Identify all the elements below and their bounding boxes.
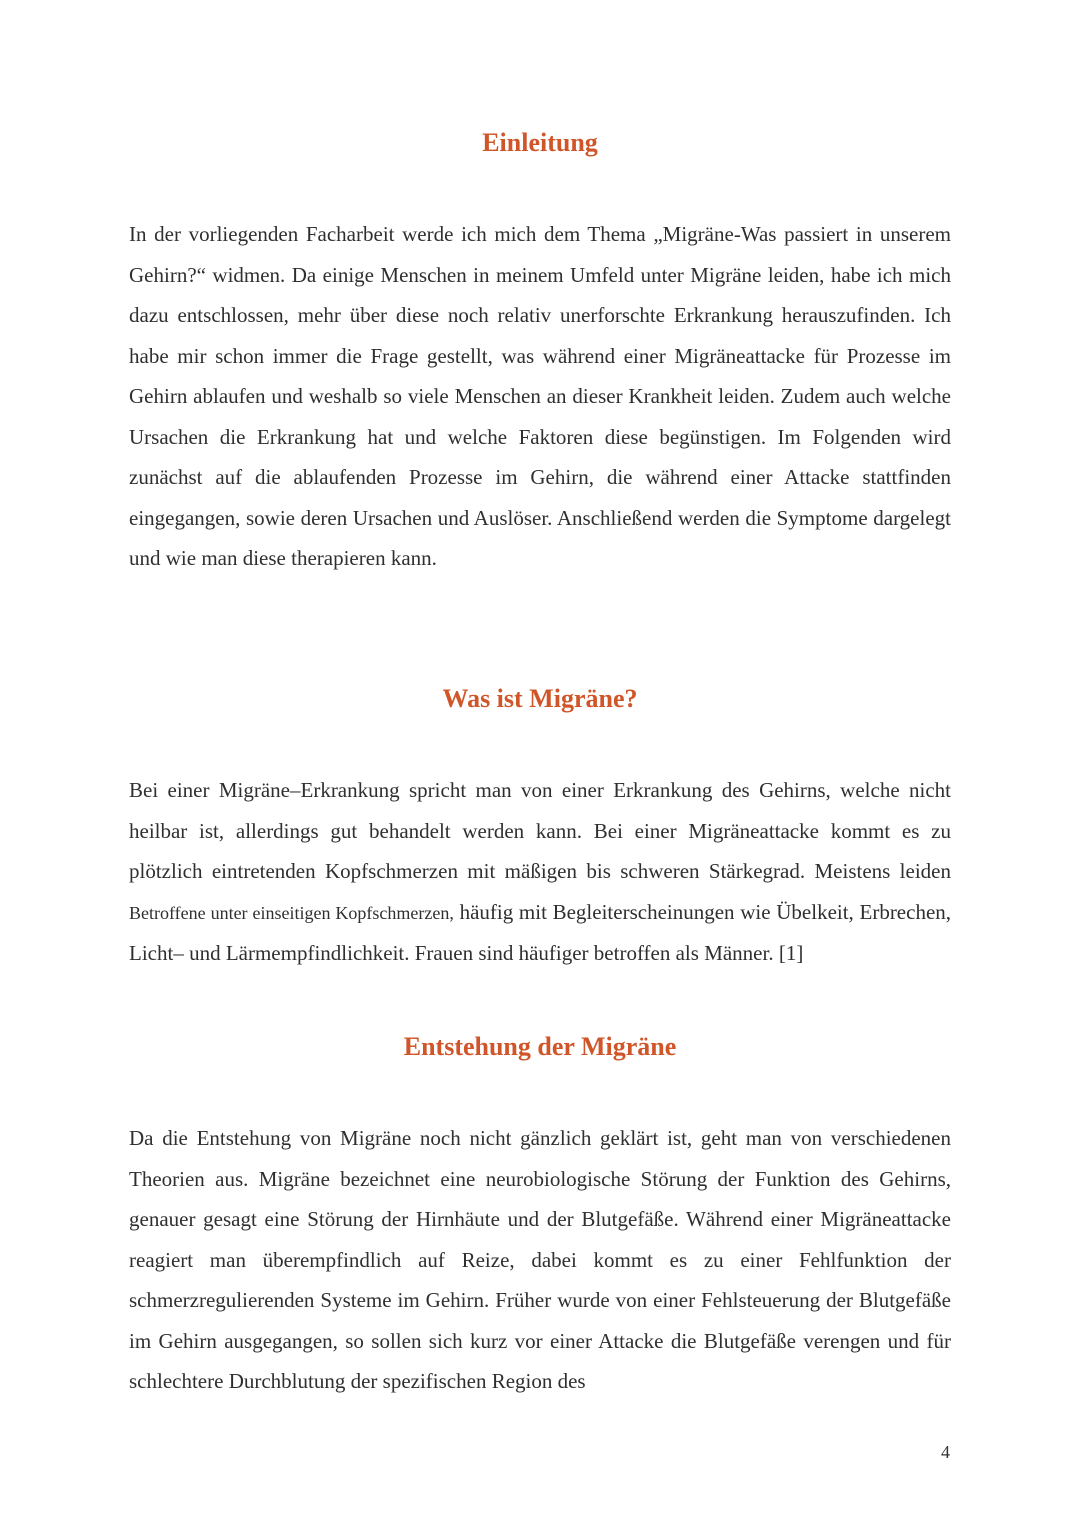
heading-einleitung: Einleitung — [482, 128, 598, 157]
paragraph-einleitung: In der vorliegenden Facharbeit werde ich mich dem Thema „Migräne-Was passiert in unserem Gehirn?“ widmen. Da einige Menschen in meinem Umfeld unter Migräne leiden, habe ich mich dazu entschlossen, mehr über diese noch relativ unerforschte Erkrankung herauszufinden. Ich habe mir schon immer die Frage gestellt, was während einer Migräneattacke für Prozesse im Gehirn ablaufen und weshalb so viele Menschen an dieser Krankheit leiden. Zudem auch welche Ursachen die Erkrankung hat und welche Faktoren diese begünstigen. Im Folgenden wird zunächst auf die ablaufenden Prozesse im Gehirn, die während einer Attacke stattfinden eingegangen, sowie deren Ursachen und Auslöser. Anschließend werden die Symptome dargelegt und wie man diese therapieren kann. — [129, 222, 951, 570]
heading-entstehung: Entstehung der Migräne — [403, 1032, 677, 1061]
paragraph-part2: häufig mit Begleiterscheinungen wie Übelkeit, Erbrechen, Licht– und Lärmempfindlichkeit. Frauen sind häufiger betroffen als Männer. [1] — [129, 899, 952, 965]
paragraph-entstehung: Da die Entstehung von Migräne noch nicht gänzlich geklärt ist, geht man von verschiedenen Theorien aus. Migräne bezeichnet eine neurobiologische Störung der Funktion des Gehirns, genauer gesagt eine Störung der Hirnhäute und der Blutgefäße. Während einer Migräneattacke reagiert man überempfindlich auf Reize, dabei kommt es zu einer Fehlfunktion der schmerzregulierenden Systeme im Gehirn. Früher wurde von einer Fehlsteuerung der Blutgefäße im Gehirn ausgegangen, so sollen sich kurz vor einer Attacke die Blutgefäße verengen und für schlechtere Durchblutung der spezifischen Region des — [129, 1126, 951, 1393]
paragraph-was-ist-migraene — [129, 770, 951, 974]
paragraph-small-text: Betroffene unter einseitigen Kopfschmerzen, — [129, 902, 454, 923]
heading-was-ist-migraene: Was ist Migräne? — [442, 684, 638, 713]
paragraph-part1: Bei einer Migräne–Erkrankung spricht man von einer Erkrankung des Gehirns, welche nicht heilbar ist, allerdings gut behandelt werden kann. Bei einer Migräneattacke kommt es zu plötzlich eintretenden Kopfschmerzen mit mäßigen bis schweren Stärkegrad. Meistens leiden — [129, 778, 951, 883]
page-number: 4 — [941, 1442, 950, 1462]
